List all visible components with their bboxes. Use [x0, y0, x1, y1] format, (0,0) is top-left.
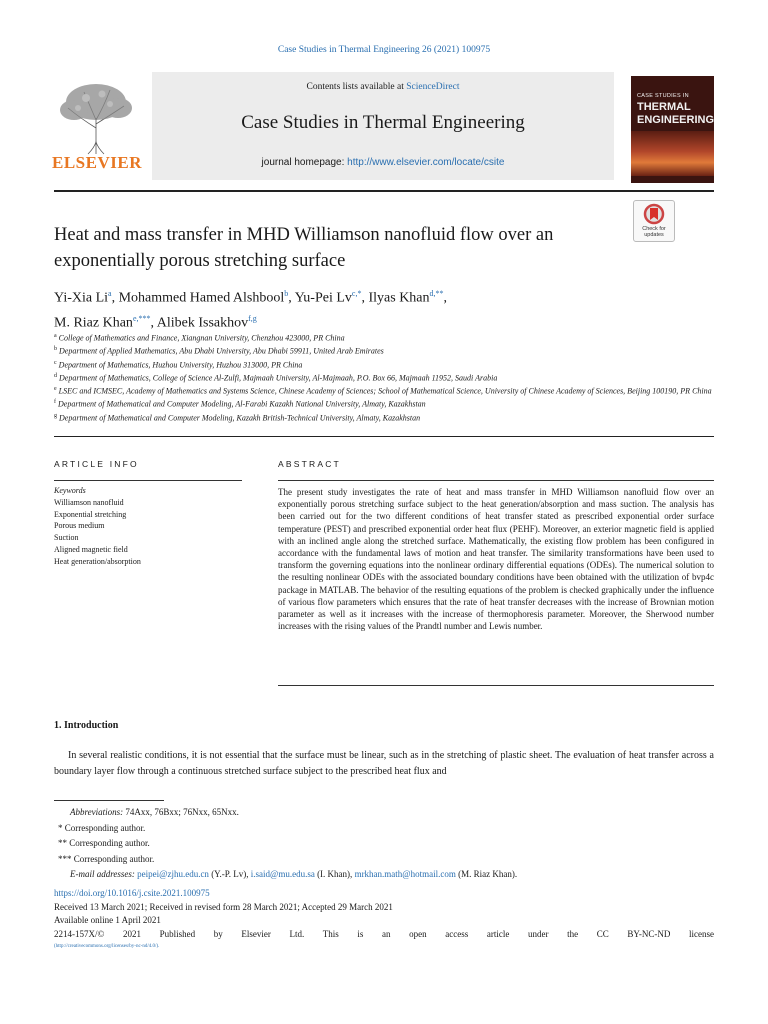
abstract-text: The present study investigates the rate of heat and mass transfer in MHD Williamson nanofluid flow over an exponentially porous stretching surface subject to the heat generation/absorption and mass suction. The analysis has been carried out for the two different conditions of heat transfer stated as prescribed exponential order surface temperature (PEST) and prescribed exponential order heat flux (PEHF). Moreover, an exterior magnetic field is applied with an inclined angle along the stretched surface. Mathematically, the existing flow problem has been configured in accordance with the fundamental laws of motion and heat transfer. The similarity transformations have been used to transform the governing equations into the nonlinear ordinary differential equations (ODEs). The numerical solution to the resulting nonlinear ODEs with the associated boundary conditions have been obtained with the utilization of bvp4c package in MATLAB. The behavior of the resulting equations of the problem is checked graphically under the influence of various flow parameters which ensures that the rate of heat transfer decreases with the increase of Brownian motion parameter as well as it increases with the increase of thermophoresis parameter. Moreover, the Sherwood number increases with the rising values of the Prandtl number and Lewis number.: [278, 487, 714, 632]
keyword: Aligned magnetic field: [54, 544, 128, 554]
footnotes: [54, 805, 714, 883]
bookmark-icon: [634, 201, 674, 229]
paper-title: Heat and mass transfer in MHD Williamson nanofluid flow over an exponentially porous stretching surface: [54, 225, 554, 271]
author-affiliation-marker[interactable]: f,g: [248, 313, 257, 323]
received-dates: Received 13 March 2021; Received in revised form 28 March 2021; Accepted 29 March 2021: [54, 902, 393, 912]
license-text: 2214-157X/© 2021 Published by Elsevier Ltd. This is an open access article under the CC BY-NC-ND license: [54, 929, 714, 939]
author-affiliation-marker[interactable]: e,***: [132, 313, 151, 323]
introduction-text: In several realistic conditions, it is not essential that the surface must be linear, such as in the stretching of plastic sheet. The evaluation of heat transfer across a boundary layer flow through a continuous stretched surface subject to the prescribed heat flux and: [54, 750, 714, 777]
article-info-heading: ARTICLE INFO: [54, 459, 139, 469]
journal-cover: [631, 76, 714, 183]
abstract-bottom-rule: [278, 685, 714, 686]
contents-prefix: Contents lists available at: [306, 82, 407, 92]
cover-title-line1: THERMAL: [637, 100, 691, 113]
journal-reference[interactable]: Case Studies in Thermal Engineering 26 (2021) 100975: [277, 45, 491, 55]
keyword: Suction: [54, 533, 79, 543]
affiliation-item: $^b$ Department of Applied Mathematics, Abu Dhabi University, Abu Dhabi 59911, United Arab Emirates: [54, 346, 384, 356]
author-affiliation-marker[interactable]: d,**: [429, 289, 444, 298]
cover-small-text: CASE STUDIES IN: [637, 93, 689, 99]
author-name: Mohammed Hamed Alshbool: [118, 290, 285, 306]
check-for-updates-button[interactable]: [633, 200, 675, 242]
email-link[interactable]: i.said@mu.edu.sa: [250, 869, 315, 879]
author-name: Yu-Pei Lv: [294, 290, 352, 306]
article-info-rule: [54, 480, 242, 481]
cover-art: [631, 131, 714, 176]
author-affiliation-marker[interactable]: c,*: [351, 289, 362, 298]
email-link[interactable]: mrkhan.math@hotmail.com: [354, 869, 456, 879]
sciencedirect-link[interactable]: ScienceDirect: [406, 82, 460, 92]
cover-title-line2: ENGINEERING: [637, 113, 714, 126]
license-link[interactable]: (http://creativecommons.org/licenses/by-nc-nd/4.0/).: [54, 944, 160, 949]
author-affiliation-marker[interactable]: b: [284, 289, 289, 298]
author-affiliation-marker[interactable]: a: [108, 289, 112, 298]
keyword: Williamson nanofluid: [54, 497, 124, 507]
corresponding-author-note: * Corresponding author.: [58, 822, 146, 833]
affiliation-item: $^d$ Department of Mathematics, College of Science Al-Zulfi, Majmaah University, Al-Majmaah, P.O. Box 66, Majmaah 11952, Saudi Arabia: [54, 372, 498, 383]
author-name: Alibek Issakhov: [156, 315, 249, 331]
corresponding-author-note: *** Corresponding author.: [58, 853, 155, 864]
author-name: Ilyas Khan: [368, 290, 430, 306]
author-name: Yi-Xia Li: [54, 290, 109, 306]
contents-line: [152, 82, 614, 92]
affiliation-item: $^e$ LSEC and ICMSEC, Academy of Mathematics and Systems Science, Chinese Academy of Sciences; School of Mathematical Science, University of Chinese Academy of Sciences, Beijing 100190, PR China: [54, 386, 712, 396]
homepage-prefix: journal homepage:: [261, 157, 348, 168]
keyword: Heat generation/absorption: [54, 556, 141, 566]
check-for-updates-label: Check for updates: [642, 226, 666, 238]
affiliation-item: $^a$ College of Mathematics and Finance, Xiangnan University, Chenzhou 423000, PR China: [54, 333, 345, 343]
homepage-link[interactable]: http://www.elsevier.com/locate/csite: [347, 157, 505, 168]
homepage-line: [152, 157, 614, 168]
section-rule: [54, 436, 714, 437]
email-link[interactable]: peipei@zjhu.edu.cn: [137, 869, 209, 879]
header-rule: [54, 190, 714, 192]
keywords-list: [54, 485, 242, 568]
author-list: Yi-Xia Li$^a$, Mohammed Hamed Alshbool$^b$, Yu-Pei $Lv^{c,*}$, Ilyas Khan$^{d,**}$, M. Riaz Khan$^{e,***}$, Alibek Issakhov$^{f,g}$: [54, 289, 448, 331]
affiliation-list: [54, 331, 714, 424]
abbreviations-footnote: Abbreviations: 74Axx, 76Bxx; 76Nxx, 65Nxx.: [70, 807, 239, 817]
abstract-rule: [278, 480, 714, 481]
affiliation-item: $^g$ Department of Mathematical and Computer Modeling, Kazakh British-Technical University, Almaty, Kazakhstan: [54, 412, 421, 423]
abstract-heading: ABSTRACT: [278, 459, 341, 469]
introduction-heading: 1. Introduction: [54, 720, 119, 731]
keywords-label: Keywords: [54, 486, 86, 495]
corresponding-author-note: ** Corresponding author.: [58, 838, 150, 848]
affiliation-item: $^f$ Department of Mathematical and Computer Modeling, Al-Farabi Kazakh National University, Almaty, Kazakhstan: [54, 399, 426, 409]
keyword: Porous medium: [54, 521, 105, 531]
footnote-rule: [54, 800, 164, 801]
email-footnote: E-mail addresses: peipei@zjhu.edu.cn (Y.-P. Lv), i.said@mu.edu.sa (I. Khan), mrkhan.math@hotmail.com (M. Riaz Khan).: [70, 869, 518, 879]
author-name: M. Riaz Khan: [54, 315, 133, 331]
affiliation-item: $^c$ Department of Mathematics, Huzhou University, Huzhou 313000, PR China: [54, 359, 303, 370]
journal-title: Case Studies in Thermal Engineering: [241, 112, 525, 133]
keyword: Exponential stretching: [54, 509, 127, 519]
publisher-wordmark: ELSEVIER: [52, 153, 142, 172]
online-date: Available online 1 April 2021: [54, 915, 161, 925]
doi-link[interactable]: https://doi.org/10.1016/j.csite.2021.100975: [54, 888, 210, 898]
